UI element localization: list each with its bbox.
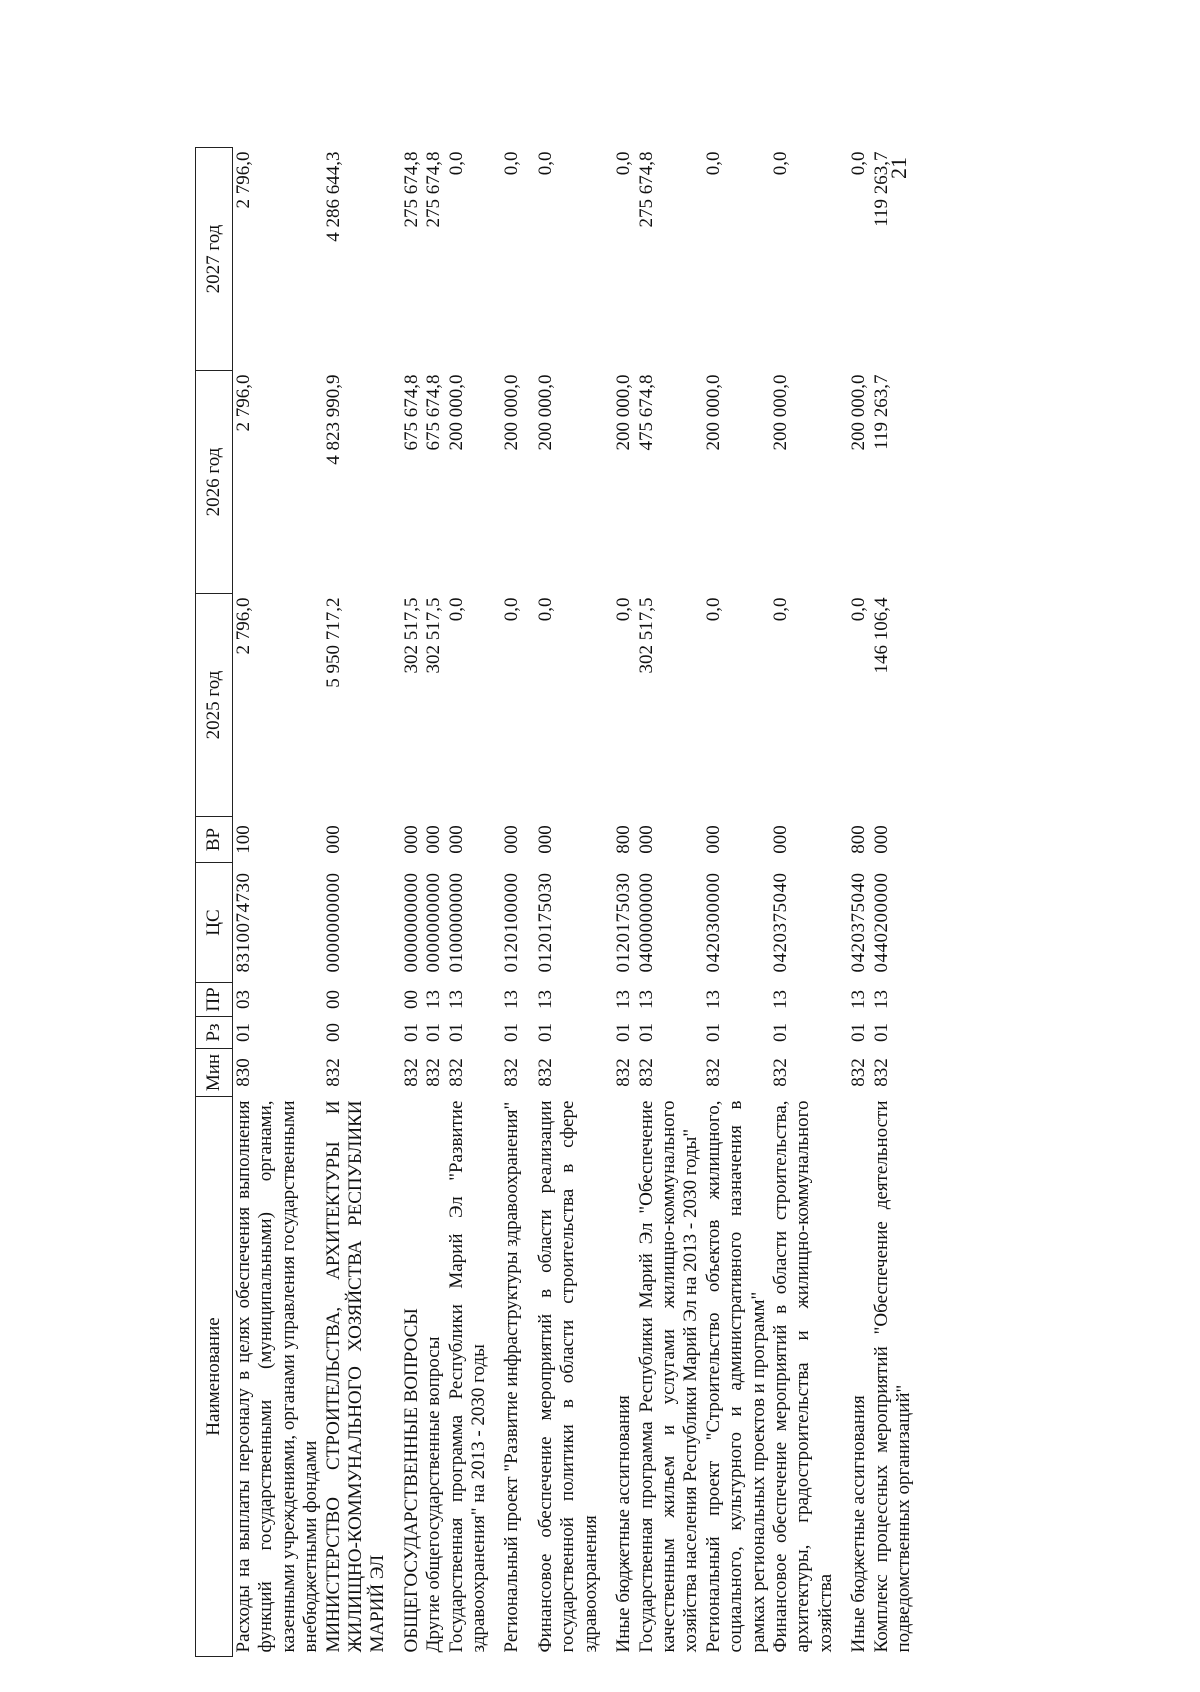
row-2025: 0,0 [769,597,791,622]
row-2025: 0,0 [501,597,523,622]
row-min: 832 [445,1058,467,1087]
table-row [770,148,837,1657]
row-vr: 000 [534,825,556,854]
row-vr: 100 [233,825,254,854]
row-cs: 0100000000 [445,872,467,973]
row-2026: 200 000,0 [534,374,556,451]
row-2027: 0,0 [501,151,523,176]
table-row [423,148,445,1657]
row-pr: 13 [613,990,635,1009]
row-rz: 01 [848,1023,870,1042]
table-row [490,148,523,1657]
table-row [323,148,390,1657]
row-rz: 01 [233,1023,254,1042]
row-2026: 200 000,0 [501,374,523,451]
budget-table [195,147,915,1657]
row-min: 832 [423,1058,445,1087]
row-pr: 13 [870,990,892,1009]
row-pr: 00 [322,990,344,1009]
header-min: Мин [196,1049,233,1097]
table-row [524,148,602,1657]
row-name: Иные бюджетные ассигнования [848,1395,870,1653]
row-min: 832 [322,1058,344,1087]
row-rz: 01 [613,1023,635,1042]
row-name: Государственная программа Республики Марий Эл "Развитие здравоохранения" на 2013 - 2030 годы [445,1100,490,1653]
row-cs: 0440200000 [870,872,892,973]
table-row [871,148,916,1657]
row-2027: 0,0 [445,151,467,176]
row-2026: 200 000,0 [445,374,467,451]
row-rz: 01 [769,1023,791,1042]
row-2026: 200 000,0 [848,374,870,451]
row-2027: 0,0 [613,151,635,176]
row-rz: 01 [445,1023,467,1042]
row-2025: 302 517,5 [400,597,422,674]
row-min: 832 [613,1058,635,1087]
row-min: 832 [635,1058,657,1087]
row-cs: 0120175030 [534,872,556,973]
row-min: 832 [534,1058,556,1087]
table-header-row [196,148,233,1657]
row-cs: 0120175030 [613,872,635,973]
row-vr: 000 [702,825,724,854]
row-vr: 800 [848,825,870,854]
row-pr: 13 [423,990,445,1009]
row-2026: 200 000,0 [769,374,791,451]
header-cs: ЦС [196,863,233,983]
row-vr: 000 [501,825,523,854]
header-2027: 2027 год [196,148,233,371]
row-rz: 01 [635,1023,657,1042]
page-number: 21 [886,157,911,179]
row-name: Комплекс процессных мероприятий "Обеспечение деятельности подведомственных организаций" [870,1100,914,1653]
row-vr: 000 [322,825,344,854]
row-2025: 2 796,0 [233,597,254,655]
row-pr: 00 [400,990,422,1009]
table-row [390,148,423,1657]
row-cs: 8310074730 [233,872,254,973]
row-pr: 13 [702,990,724,1009]
row-min: 830 [233,1058,254,1087]
row-cs: 0000000000 [423,872,445,973]
row-2026: 675 674,8 [400,374,422,451]
row-2027: 4 286 644,3 [322,151,344,242]
row-2026: 200 000,0 [702,374,724,451]
row-cs: 0000000000 [322,872,344,973]
row-2027: 119 263,7 [870,151,892,227]
row-2025: 0,0 [702,597,724,622]
row-vr: 000 [400,825,422,854]
table-row [602,148,635,1657]
row-2027: 275 674,8 [635,151,657,228]
row-pr: 13 [501,990,523,1009]
row-2025: 0,0 [613,597,635,622]
row-2025: 302 517,5 [635,597,657,674]
row-2027: 275 674,8 [423,151,445,228]
row-rz: 01 [870,1023,892,1042]
table-row [446,148,491,1657]
row-vr: 000 [445,825,467,854]
row-cs: 0420375040 [769,872,791,973]
row-rz: 01 [501,1023,523,1042]
row-cs: 0120100000 [501,872,523,973]
row-2027: 2 796,0 [233,151,254,209]
row-min: 832 [702,1058,724,1087]
row-name: Региональный проект "Развитие инфраструктуры здравоохранения" [501,1101,523,1653]
row-rz: 01 [534,1023,556,1042]
row-pr: 13 [635,990,657,1009]
table-row [837,148,870,1657]
row-min: 832 [400,1058,422,1087]
row-2025: 0,0 [534,597,556,622]
row-2027: 0,0 [848,151,870,176]
rotated-page-content [195,147,915,1657]
row-2027: 275 674,8 [400,151,422,228]
row-2026: 4 823 990,9 [322,374,344,465]
row-2027: 0,0 [702,151,724,176]
header-pr: ПР [196,983,233,1017]
row-name: Расходы на выплаты персоналу в целях обеспечения выполнения функций государственными (муниципальными) органами, казенными учреждениями, органами управления государственными внебюджетными фондами [233,1100,322,1653]
row-cs: 0400000000 [635,872,657,973]
row-rz: 01 [702,1023,724,1042]
row-name: Иные бюджетные ассигнования [613,1395,635,1653]
table-row [703,148,770,1657]
row-name: МИНИСТЕРСТВО СТРОИТЕЛЬСТВА, АРХИТЕКТУРЫ И ЖИЛИЩНО-КОММУНАЛЬНОГО ХОЗЯЙСТВА РЕСПУБЛИКИ МАРИЙ ЭЛ [322,1100,389,1653]
row-2025: 302 517,5 [423,597,445,674]
row-rz: 01 [423,1023,445,1042]
header-name: Наименование [196,1097,233,1657]
row-cs: 0000000000 [400,872,422,973]
row-cs: 0420300000 [702,872,724,973]
row-min: 832 [769,1058,791,1087]
row-rz: 00 [322,1023,344,1042]
table-row [636,148,703,1657]
row-name: Государственная программа Республики Марий Эл "Обеспечение качественным жильем и услугами жилищно-коммунального хозяйства населения Республики Марий Эл на 2013 - 2030 годы" [635,1100,702,1653]
table-row [233,148,323,1657]
row-vr: 800 [613,825,635,854]
row-2025: 146 106,4 [870,597,892,674]
row-min: 832 [848,1058,870,1087]
row-min: 832 [870,1058,892,1087]
row-name: ОБЩЕГОСУДАРСТВЕННЫЕ ВОПРОСЫ [400,1308,422,1653]
row-2027: 0,0 [534,151,556,176]
row-2026: 2 796,0 [233,374,254,432]
row-vr: 000 [769,825,791,854]
header-vr: ВР [196,817,233,863]
row-name: Финансовое обеспечение мероприятий в области реализации государственной политики в области строительства в сфере здравоохранения [534,1100,601,1653]
header-2025: 2025 год [196,594,233,817]
row-cs: 0420375040 [848,872,870,973]
row-rz: 01 [400,1023,422,1042]
row-2026: 200 000,0 [613,374,635,451]
row-name: Региональный проект "Строительство объектов жилищного, социального, культурного и административного назначения в рамках региональных проектов и программ" [702,1100,769,1653]
header-2026: 2026 год [196,371,233,594]
row-vr: 000 [635,825,657,854]
row-pr: 13 [848,990,870,1009]
row-2025: 5 950 717,2 [322,597,344,688]
row-min: 832 [501,1058,523,1087]
row-vr: 000 [423,825,445,854]
row-2026: 119 263,7 [870,374,892,450]
header-rz: Рз [196,1017,233,1049]
row-pr: 13 [769,990,791,1009]
row-pr: 13 [534,990,556,1009]
row-2026: 475 674,8 [635,374,657,451]
row-name: Другие общегосударственные вопросы [423,1336,445,1653]
row-2025: 0,0 [848,597,870,622]
row-name: Финансовое обеспечение мероприятий в области строительства, архитектуры, градостроительства и жилищно-коммунального хозяйства [769,1100,836,1653]
row-2027: 0,0 [769,151,791,176]
row-pr: 13 [445,990,467,1009]
row-2025: 0,0 [445,597,467,622]
row-pr: 03 [233,990,254,1009]
row-vr: 000 [870,825,892,854]
row-2026: 675 674,8 [423,374,445,451]
